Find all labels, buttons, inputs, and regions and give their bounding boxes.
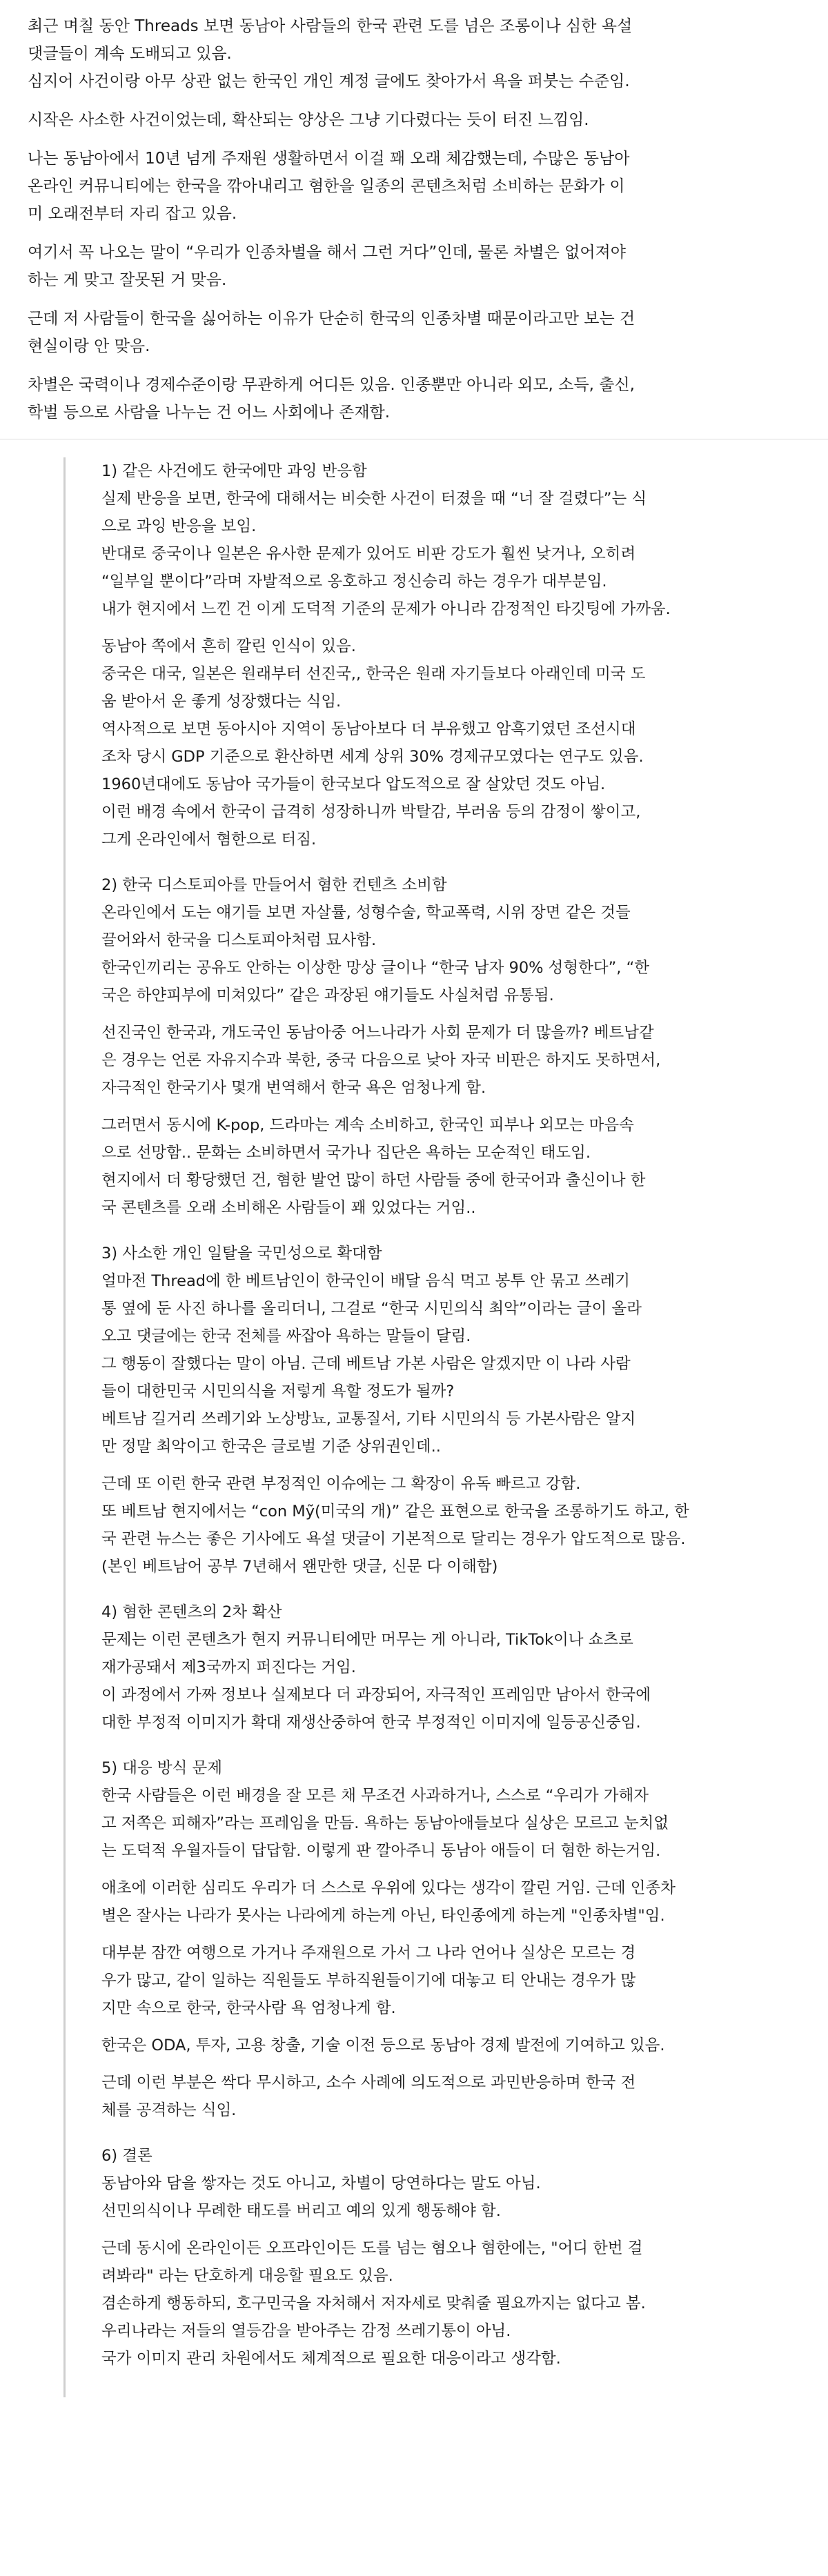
section-paragraph: 선진국인 한국과, 개도국인 동남아중 어느나라가 사회 문제가 더 많을까? 베트남같 은 경우는 언론 자유지수과 북한, 중국 다음으로 낮아 자국 비판은 하지도 못하면서, 자극적인 한국기사 몇개 번역해서 한국 욕은 엄청나게 함. <box>101 1024 661 1097</box>
post-intro <box>0 0 828 426</box>
intro-paragraph: 차별은 국력이나 경제수준이랑 무관하게 어디든 있음. 인종뿐만 아니라 외모, 소득, 출신, 학벌 등으로 사람을 나누는 건 어느 사회에나 존재함. <box>28 376 635 422</box>
section-paragraph: 대부분 잠깐 여행으로 가거나 주재원으로 가서 그 나라 언어나 실상은 모르는 경 우가 많고, 같이 일하는 직원들도 부하직원들이기에 대놓고 티 안내는 경우가 많 지만 속으로 한국, 한국사람 욕 엄청나게 함. <box>101 1944 636 2017</box>
section-paragraph: 근데 이런 부분은 싹다 무시하고, 소수 사례에 의도적으로 과민반응하며 한국 전 체를 공격하는 식임. <box>101 2074 636 2119</box>
section-paragraph: 동남아 쪽에서 흔히 깔린 인식이 있음. 중국은 대국, 일본은 원래부터 선진국,, 한국은 원래 자기들보다 아래인데 미국 도 움 받아서 운 좋게 성장했다는 식임. 역사적으로 보면 동아시아 지역이 동남아보다 더 부유했고 암흑기였던 조선시대 조차 당시 GDP 기준으로 환산하면 세계 상위 30% 경제규모였다는 연구도 있음. 1960년대에도 동남아 국가들이 한국보다 압도적으로 잘 살았던 것도 아님. 이런 배경 속에서 한국이 급격히 성장하니까 박탈감, 부러움 등의 감정이 쌓이고, 그게 온라인에서 혐한으로 터짐. <box>101 637 646 849</box>
section-paragraph: 애초에 이러한 심리도 우리가 더 스스로 우위에 있다는 생각이 깔린 거임. 근데 인종차 별은 잘사는 나라가 못사는 나라에게 하는게 아닌, 타인종에게 하는게 "인종차별"임. <box>101 1879 676 1925</box>
section-paragraph: 한국 사람들은 이런 배경을 잘 모른 채 무조건 사과하거나, 스스로 “우리가 가해자 고 저쪽은 피해자”라는 프레임을 만듬. 욕하는 동남아애들보다 실상은 모르고 눈치없 는 도덕적 우월자들이 답답함. 이렇게 판 깔아주니 동남아 애들이 더 혐한 하는거임. <box>101 1787 669 1860</box>
intro-paragraph: 나는 동남아에서 10년 넘게 주재원 생활하면서 이걸 꽤 오래 체감했는데, 수많은 동남아 온라인 커뮤니티에는 한국을 깎아내리고 혐한을 일종의 콘텐츠처럼 소비하는 문화가 이 미 오래전부터 자리 잡고 있음. <box>28 150 630 223</box>
quoted-analysis-block <box>63 457 812 2397</box>
section-title: 1) 같은 사건에도 한국에만 과잉 반응함 <box>101 462 367 480</box>
section-paragraph: 온라인에서 도는 얘기들 보면 자살률, 성형수술, 학교폭력, 시위 장면 같은 것들 끌어와서 한국을 디스토피아처럼 묘사함. 한국인끼리는 공유도 안하는 이상한 망상 글이나 “한국 남자 90% 성형한다”, “한 국은 하얀피부에 미쳐있다” 같은 과장된 얘기들도 사실처럼 유통됨. <box>101 904 649 1004</box>
section-title: 2) 한국 디스토피아를 만들어서 혐한 컨텐츠 소비함 <box>101 876 447 894</box>
section-paragraph: 얼마전 Thread에 한 베트남인이 한국인이 배달 음식 먹고 봉투 안 묶고 쓰레기 통 옆에 둔 사진 하나를 올리더니, 그걸로 “한국 시민의식 최악”이라는 글이 올라 오고 댓글에는 한국 전체를 싸잡아 욕하는 말들이 달림. 그 행동이 잘했다는 말이 아님. 근데 베트남 가본 사람은 알겠지만 이 나라 사람 들이 대한민국 시민의식을 저렇게 욕할 정도가 될까? 베트남 길거리 쓰레기와 노상방뇨, 교통질서, 기타 시민의식 등 가본사람은 알지 만 정말 최악이고 한국은 글로벌 기준 상위권인데.. <box>101 1272 642 1456</box>
section-paragraph: 근데 동시에 온라인이든 오프라인이든 도를 넘는 혐오나 혐한에는, "어디 한번 걸 려봐라" 라는 단호하게 대응할 필요도 있음. 겸손하게 행동하되, 호구민국을 자처해서 저자세로 맞춰줄 필요까지는 없다고 봄. 우리나라는 저들의 열등감을 받아주는 감정 쓰레기통이 아님. 국가 이미지 관리 차원에서도 체계적으로 필요한 대응이라고 생각함. <box>101 2239 646 2368</box>
section-title: 3) 사소한 개인 일탈을 국민성으로 확대함 <box>101 1245 382 1262</box>
section-paragraph: 실제 반응을 보면, 한국에 대해서는 비슷한 사건이 터졌을 때 “너 잘 걸렸다”는 식 으로 과잉 반응을 보임. 반대로 중국이나 일본은 유사한 문제가 있어도 비판 강도가 훨씬 낮거나, 오히려 “일부일 뿐이다”라며 자발적으로 옹호하고 정신승리 하는 경우가 대부분임. 내가 현지에서 느낀 건 이게 도덕적 기준의 문제가 아니라 감정적인 타깃팅에 가까움. <box>101 490 671 618</box>
section-paragraph: 근데 또 이런 한국 관련 부정적인 이슈에는 그 확장이 유독 빠르고 강함. 또 베트남 현지에서는 “con Mỹ(미국의 개)” 같은 표현으로 한국을 조롱하기도 하고, 한 국 관련 뉴스는 좋은 기사에도 욕설 댓글이 기본적으로 달리는 경우가 압도적으로 많음. (본인 베트남어 공부 7년해서 왠만한 댓글, 신문 다 이해함) <box>101 1475 689 1576</box>
section-overreaction <box>101 457 812 853</box>
section-title: 4) 혐한 콘텐츠의 2차 확산 <box>101 1603 282 1621</box>
section-paragraph: 한국은 ODA, 투자, 고용 창출, 기술 이전 등으로 동남아 경제 발전에 기여하고 있음. <box>101 2037 665 2054</box>
intro-paragraph: 여기서 꼭 나오는 말이 “우리가 인종차별을 해서 그런 거다”인데, 물론 차별은 없어져야 하는 게 맞고 잘못된 거 맞음. <box>28 244 626 289</box>
section-generalization <box>101 1240 812 1581</box>
section-secondary-spread <box>101 1598 812 1736</box>
intro-paragraph: 최근 며칠 동안 Threads 보면 동남아 사람들의 한국 관련 도를 넘은 조롱이나 심한 욕설 댓글들이 계속 도배되고 있음. 심지어 사건이랑 아무 상관 없는 한국인 개인 계정 글에도 찾아가서 욕을 퍼붓는 수준임. <box>28 17 633 90</box>
section-paragraph: 동남아와 담을 쌓자는 것도 아니고, 차별이 당연하다는 말도 아님. 선민의식이나 무례한 태도를 버리고 예의 있게 행동해야 함. <box>101 2174 541 2220</box>
intro-paragraph: 근데 저 사람들이 한국을 싫어하는 이유가 단순히 한국의 인종차별 때문이라고만 보는 건 현실이랑 안 맞음. <box>28 310 635 355</box>
intro-paragraph: 시작은 사소한 사건이었는데, 확산되는 양상은 그냥 기다렸다는 듯이 터진 느낌임. <box>28 111 589 129</box>
section-paragraph: 그러면서 동시에 K-pop, 드라마는 계속 소비하고, 한국인 피부나 외모는 마음속 으로 선망함.. 문화는 소비하면서 국가나 집단은 욕하는 모순적인 태도임. 현지에서 더 황당했던 건, 혐한 발언 많이 하던 사람들 중에 한국어과 출신이나 한 국 콘텐츠를 오래 소비해온 사람들이 꽤 있었다는 거임.. <box>101 1116 646 1217</box>
section-response <box>101 1754 812 2124</box>
section-paragraph: 문제는 이런 콘텐츠가 현지 커뮤니티에만 머무는 게 아니라, TikTok이나 쇼츠로 재가공돼서 제3국까지 퍼진다는 거임. 이 과정에서 가짜 정보나 실제보다 더 과장되어, 자극적인 프레임만 남아서 한국에 대한 부정적 이미지가 확대 재생산중하여 한국 부정적인 이미지에 일등공신중임. <box>101 1631 651 1732</box>
section-title: 6) 결론 <box>101 2147 152 2165</box>
section-conclusion <box>101 2142 812 2372</box>
section-title: 5) 대응 방식 문제 <box>101 1759 222 1777</box>
section-dystopia <box>101 871 812 1222</box>
